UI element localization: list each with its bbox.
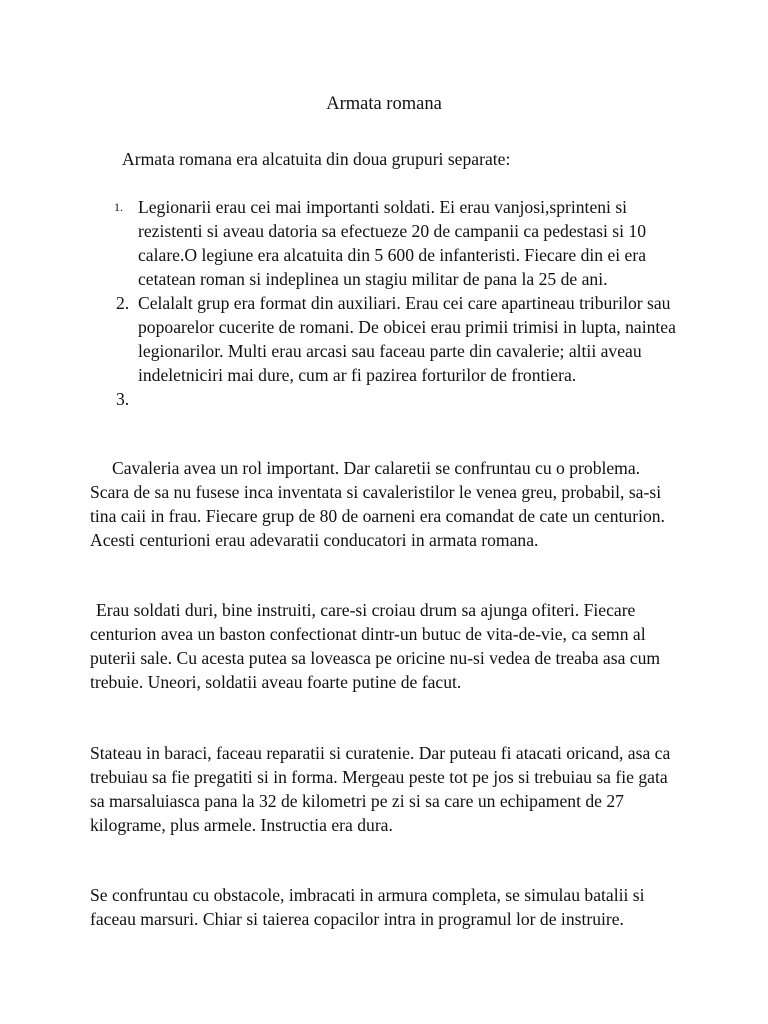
- document-title: Armata romana: [326, 94, 442, 114]
- list-item: [90, 291, 690, 387]
- list-item-number: 3.: [116, 389, 130, 409]
- list-item-number: 1.: [114, 200, 123, 214]
- list-item: [90, 195, 690, 291]
- intro-line: Armata romana era alcatuita din doua grupuri separate:: [122, 149, 511, 169]
- list-item-number: 2.: [116, 293, 130, 313]
- body-paragraph: Cavaleria avea un rol important. Dar calaretii se confruntau cu o problema. Scara de sa nu fusese inca inventata si cavaleristilor le venea greu, probabil, sa-si tina caii in frau. Fiecare grup de 80 de oarneni era comandat de cate un centurion. Acesti centurioni erau adevaratii conducatori in armata romana.: [90, 458, 665, 550]
- list-item: [90, 387, 690, 411]
- list-item-text: Celalalt grup era format din auxiliari. Erau cei care apartineau triburilor sau popoarelor cucerite de romani. De obicei erau primii trimisi in lupta, naintea legionarilor. Multi erau arcasi sau faceau parte din cavalerie; altii aveau indeletniciri mai dure, cum ar fi pazirea forturilor de frontiera.: [138, 293, 676, 385]
- body-paragraph: Se confruntau cu obstacole, imbracati in armura completa, se simulau batalii si faceau marsuri. Chiar si taierea copacilor intra in programul lor de instruire.: [90, 885, 645, 929]
- numbered-list: [90, 195, 690, 411]
- list-item-text: Legionarii erau cei mai importanti soldati. Ei erau vanjosi,sprinteni si rezistenti si aveau datoria sa efectueze 20 de campanii ca pedestasi si 10 calare.O legiune era alcatuita din 5 600 de infanteristi. Fiecare din ei era cetatean roman si indeplinea un stagiu militar de pana la 25 de ani.: [138, 197, 647, 289]
- list-item-text: [138, 387, 690, 411]
- body-paragraph: Stateau in baraci, faceau reparatii si curatenie. Dar puteau fi atacati oricand, asa ca trebuiau sa fie pregatiti si in forma. Mergeau peste tot pe jos si trebuiau sa fie gata sa marsaluiasca pana la 32 de kilometri pe zi si sa care un echipament de 27 kilograme, plus armele. Instructia era dura.: [90, 743, 671, 835]
- body-paragraph: Erau soldati duri, bine instruiti, care-si croiau drum sa ajunga ofiteri. Fiecare centurion avea un baston confectionat dintr-un butuc de vita-de-vie, ca semn al puterii sale. Cu acesta putea sa loveasca pe oricine nu-si vedea de treaba asa cum trebuie. Uneori, soldatii aveau foarte putine de facut.: [90, 600, 661, 692]
